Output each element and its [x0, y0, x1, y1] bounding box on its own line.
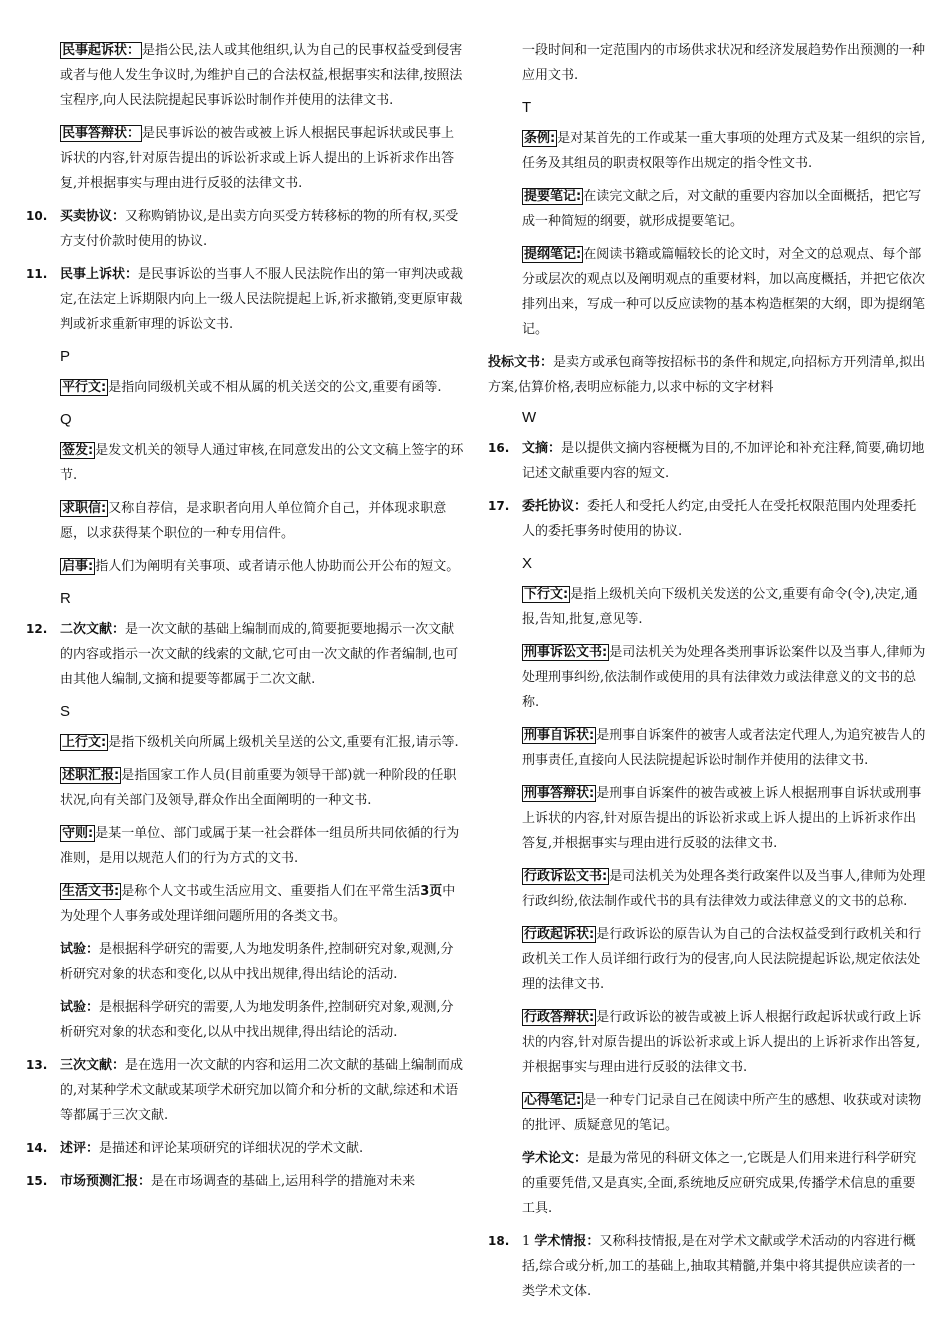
section-letter: P [60, 348, 71, 365]
entry-definition: 是刑事自诉案件的被害人或者法定代理人,为追究被告人的刑事责任,直接向人民法院提起诉讼时制作并使用的法律文书. [522, 728, 926, 768]
entry-definition: 是以提供文摘内容梗概为目的,不加评论和补充注释,简要,确切地记述文献重要内容的短文. [522, 441, 925, 481]
entry-definition: 是指向同级机关或不相从属的机关送交的公文,重要有函等. [108, 380, 442, 395]
glossary-entry [26, 204, 464, 254]
entry-term: 签发: [62, 443, 94, 458]
glossary-entry [26, 617, 464, 692]
glossary-entry [488, 126, 928, 176]
entry-prefix: 1 [522, 1234, 531, 1249]
glossary-entry [488, 1005, 928, 1080]
entry-definition: 委托人和受托人约定,由受托人在受托权限范围内处理委托人的委托事务时使用的协议. [522, 499, 917, 539]
glossary-entry [26, 730, 464, 755]
glossary-entry [26, 38, 464, 113]
entry-definition: 是民事诉讼的当事人不服人民法院作出的第一审判决或裁定,在法定上诉期限内向上一级人民法院提起上诉,祈求撤销,变更原审裁判或祈求重新审理的诉讼文书. [60, 267, 464, 332]
section-letter: R [60, 590, 71, 607]
entry-term: 述职汇报: [62, 768, 120, 783]
glossary-entry [488, 436, 928, 486]
entry-term: 民事答辩状： [62, 126, 141, 141]
glossary-entry [488, 1229, 928, 1304]
glossary-entry [26, 438, 464, 488]
entry-definition: 是行政诉讼的原告认为自己的合法权益受到行政机关和行政机关工作人员详细行政行为的侵害,向人民法院提起诉讼,规定依法处理的法律文书. [522, 927, 922, 992]
entry-definition: 是发文机关的领导人通过审核,在同意发出的公文文稿上签字的环节. [60, 443, 464, 483]
entry-definition: 是行政诉讼的被告或被上诉人根据行政起诉状或行政上诉状的内容,针对原告提出的诉讼祈求或上诉人提出的上诉祈求作出答复,并根据事实与理由进行反驳的法律文书. [522, 1010, 922, 1075]
glossary-entry [26, 1053, 464, 1128]
section-letter: W [522, 409, 537, 426]
entry-term: 试验： [60, 942, 100, 957]
entry-number: 14. [26, 1141, 48, 1155]
glossary-entry [488, 494, 928, 544]
entry-term: 文摘： [522, 441, 562, 456]
section-letter: Q [60, 411, 72, 428]
page-marker: 3页 [420, 884, 443, 899]
entry-number: 15. [26, 1174, 48, 1188]
entry-definition: 又称自荐信，是求职者向用人单位简介自己，并体现求职意愿，以求获得某个职位的一种专用信件。 [60, 501, 447, 541]
entry-number: 16. [488, 441, 510, 455]
section-letter: T [522, 99, 532, 116]
glossary-entry [488, 38, 928, 88]
entry-definition: 是最为常见的科研文体之一,它既是人们用来进行科学研究的重要凭借,又是真实,全面,系统地反应研究成果,传播学术信息的重要工具. [522, 1151, 917, 1216]
entry-term: 三次文献： [60, 1058, 126, 1073]
entry-term: 刑事自诉状: [524, 728, 595, 743]
glossary-entry [488, 1088, 928, 1138]
entry-definition: 是司法机关为处理各类刑事诉讼案件以及当事人,律师为处理刑事纠纷,依法制作或使用的具有法律效力或法律意义的文书的总称. [522, 645, 926, 710]
entry-number: 11. [26, 267, 48, 281]
entry-term: 试验： [60, 1000, 100, 1015]
entry-term: 学术论文： [522, 1151, 588, 1166]
entry-number: 10. [26, 209, 48, 223]
entry-term: 求职信: [62, 501, 107, 516]
glossary-entry [488, 781, 928, 856]
glossary-entry [488, 922, 928, 997]
entry-definition: 是根据科学研究的需要,人为地发明条件,控制研究对象,观测,分析研究对象的状态和变化,以从中找出规律,得出结论的活动. [60, 1000, 454, 1040]
entry-number: 18. [488, 1234, 510, 1248]
entry-number: 13. [26, 1058, 48, 1072]
section-letter: S [60, 703, 71, 720]
glossary-entry [26, 496, 464, 546]
entry-term: 启事: [62, 559, 94, 574]
glossary-entry [488, 640, 928, 715]
entry-definition: 一段时间和一定范围内的市场供求状况和经济发展趋势作出预测的一种应用文书. [522, 43, 926, 83]
glossary-entry [26, 821, 464, 871]
glossary-entry [26, 262, 464, 337]
glossary-entry [488, 242, 928, 342]
entry-definition: 在读完文献之后，对文献的重要内容加以全面概括，把它写成一种简短的纲要，就形成提要笔记。 [522, 189, 922, 229]
entry-definition-cont: 中为处理个人事务或处理详细问题所用的各类文书。 [60, 884, 456, 924]
entry-definition: 是指国家工作人员(目前重要为领导干部)就一种阶段的任职状况,向有关部门及领导,群众作出全面阐明的一种文书. [60, 768, 457, 808]
entry-term: 行政答辩状: [524, 1010, 595, 1025]
entry-definition: 是指上级机关向下级机关发送的公文,重要有命令(令),决定,通报,告知,批复,意见等. [522, 587, 918, 627]
entry-term: 条例: [524, 131, 556, 146]
glossary-entry [488, 723, 928, 773]
entry-definition: 又称科技情报,是在对学术文献或学术活动的内容进行概括,综合或分析,加工的基础上,抽取其精髓,并集中将其提供应读者的一类学术文体. [522, 1234, 916, 1299]
entry-term: 学术情报： [534, 1234, 600, 1249]
entry-definition: 指人们为阐明有关事项、或者请示他人协助而公开公布的短文。 [95, 559, 460, 574]
entry-term: 买卖协议： [60, 209, 126, 224]
entry-term: 民事起诉状： [62, 43, 141, 58]
glossary-entry [26, 554, 464, 579]
entry-definition: 是指下级机关向所属上级机关呈送的公文,重要有汇报,请示等. [108, 735, 459, 750]
glossary-entry [26, 995, 464, 1045]
entry-term: 委托协议： [522, 499, 588, 514]
glossary-entry [26, 121, 464, 196]
entry-term: 述评： [60, 1141, 100, 1156]
left-column [26, 38, 464, 1202]
glossary-entry [488, 1146, 928, 1221]
entry-term: 行政起诉状: [524, 927, 595, 942]
entry-definition: 是司法机关为处理各类行政案件以及当事人,律师为处理行政纠纷,依法制作或代书的具有法律效力或法律意义的文书的总称. [522, 869, 926, 909]
entry-term: 上行文: [62, 735, 107, 750]
glossary-entry [26, 763, 464, 813]
glossary-entry-flush [488, 350, 928, 400]
right-column [488, 38, 928, 1312]
entry-definition: 在阅读书籍或篇幅较长的论文时，对全文的总观点、每个部分或层次的观点以及阐明观点的重要材料，加以高度概括，并把它依次排列出来，写成一种可以反应读物的基本构造框架的大纲，即为提纲笔记。 [522, 247, 926, 337]
entry-term: 下行文: [524, 587, 569, 602]
glossary-entry [26, 937, 464, 987]
entry-definition: 又称购销协议,是出卖方向买受方转移标的物的所有权,买受方支付价款时使用的协议. [60, 209, 459, 249]
entry-definition: 是一种专门记录自己在阅读中所产生的感想、收获或对读物的批评、质疑意见的笔记。 [522, 1093, 922, 1133]
section-letter: X [522, 555, 533, 572]
entry-term: 守则: [62, 826, 94, 841]
glossary-entry [488, 582, 928, 632]
entry-definition: 是对某首先的工作或某一重大事项的处理方式及某一组织的宗旨,任务及其组员的职责权限等作出规定的指令性文书. [522, 131, 926, 171]
entry-definition: 是在选用一次文献的内容和运用二次文献的基础上编制而成的,对某种学术文献或某项学术研究加以简介和分析的文献,综述和术语等都属于三次文献. [60, 1058, 464, 1123]
entry-term: 刑事答辩状: [524, 786, 595, 801]
entry-term: 提要笔记: [524, 189, 582, 204]
entry-number: 12. [26, 622, 48, 636]
entry-definition: 是卖方或承包商等按招标书的条件和规定,向招标方开列清单,拟出方案,估算价格,表明应标能力,以求中标的文字材料 [488, 355, 926, 395]
entry-term: 提纲笔记: [524, 247, 582, 262]
entry-term: 生活文书: [62, 884, 120, 899]
entry-term: 平行文: [62, 380, 107, 395]
entry-definition: 是民事诉讼的被告或被上诉人根据民事起诉状或民事上诉状的内容,针对原告提出的诉讼祈求或上诉人提出的上诉祈求作出答复,并根据事实与理由进行反驳的法律文书. [60, 126, 455, 191]
glossary-entry [488, 184, 928, 234]
entry-term: 民事上诉状： [60, 267, 139, 282]
entry-definition: 是指公民,法人或其他组织,认为自己的民事权益受到侵害或者与他人发生争议时,为维护自己的合法权益,根据事实和法律,按照法宝程序,向人民法院提起民事诉讼时制作并使用的法律文书. [60, 43, 463, 108]
glossary-entry [26, 375, 464, 400]
entry-definition: 是在市场调查的基础上,运用科学的措施对未来 [151, 1174, 416, 1189]
entry-term: 心得笔记: [524, 1093, 582, 1108]
entry-term: 刑事诉讼文书: [524, 645, 608, 660]
entry-definition: 是称个人文书或生活应用文、重要指人们在平常生活 [121, 884, 421, 899]
entry-definition: 是根据科学研究的需要,人为地发明条件,控制研究对象,观测,分析研究对象的状态和变化,以从中找出规律,得出结论的活动. [60, 942, 454, 982]
glossary-entry [26, 1169, 464, 1194]
glossary-entry [26, 879, 464, 929]
entry-number: 17. [488, 499, 510, 513]
entry-definition: 是一次文献的基础上编制而成的,简要扼要地揭示一次文献的内容或指示一次文献的线索的文献,它可由一次文献的作者编制,也可由其他人编制,文摘和提要等都属于二次文献. [60, 622, 459, 687]
entry-definition: 是描述和评论某项研究的详细状况的学术文献. [99, 1141, 364, 1156]
entry-term: 市场预测汇报： [60, 1174, 152, 1189]
entry-term: 行政诉讼文书: [524, 869, 608, 884]
glossary-entry [26, 1136, 464, 1161]
entry-definition: 是某一单位、部门或属于某一社会群体一组员所共同依循的行为准则，是用以规范人们的行为方式的文书. [60, 826, 460, 866]
glossary-entry [488, 864, 928, 914]
entry-term: 投标文书： [488, 355, 554, 370]
entry-term: 二次文献： [60, 622, 126, 637]
entry-definition: 是刑事自诉案件的被告或被上诉人根据刑事自诉状或刑事上诉状的内容,针对原告提出的诉讼祈求或上诉人提出的上诉祈求作出答复,并根据事实与理由进行反驳的法律文书. [522, 786, 922, 851]
